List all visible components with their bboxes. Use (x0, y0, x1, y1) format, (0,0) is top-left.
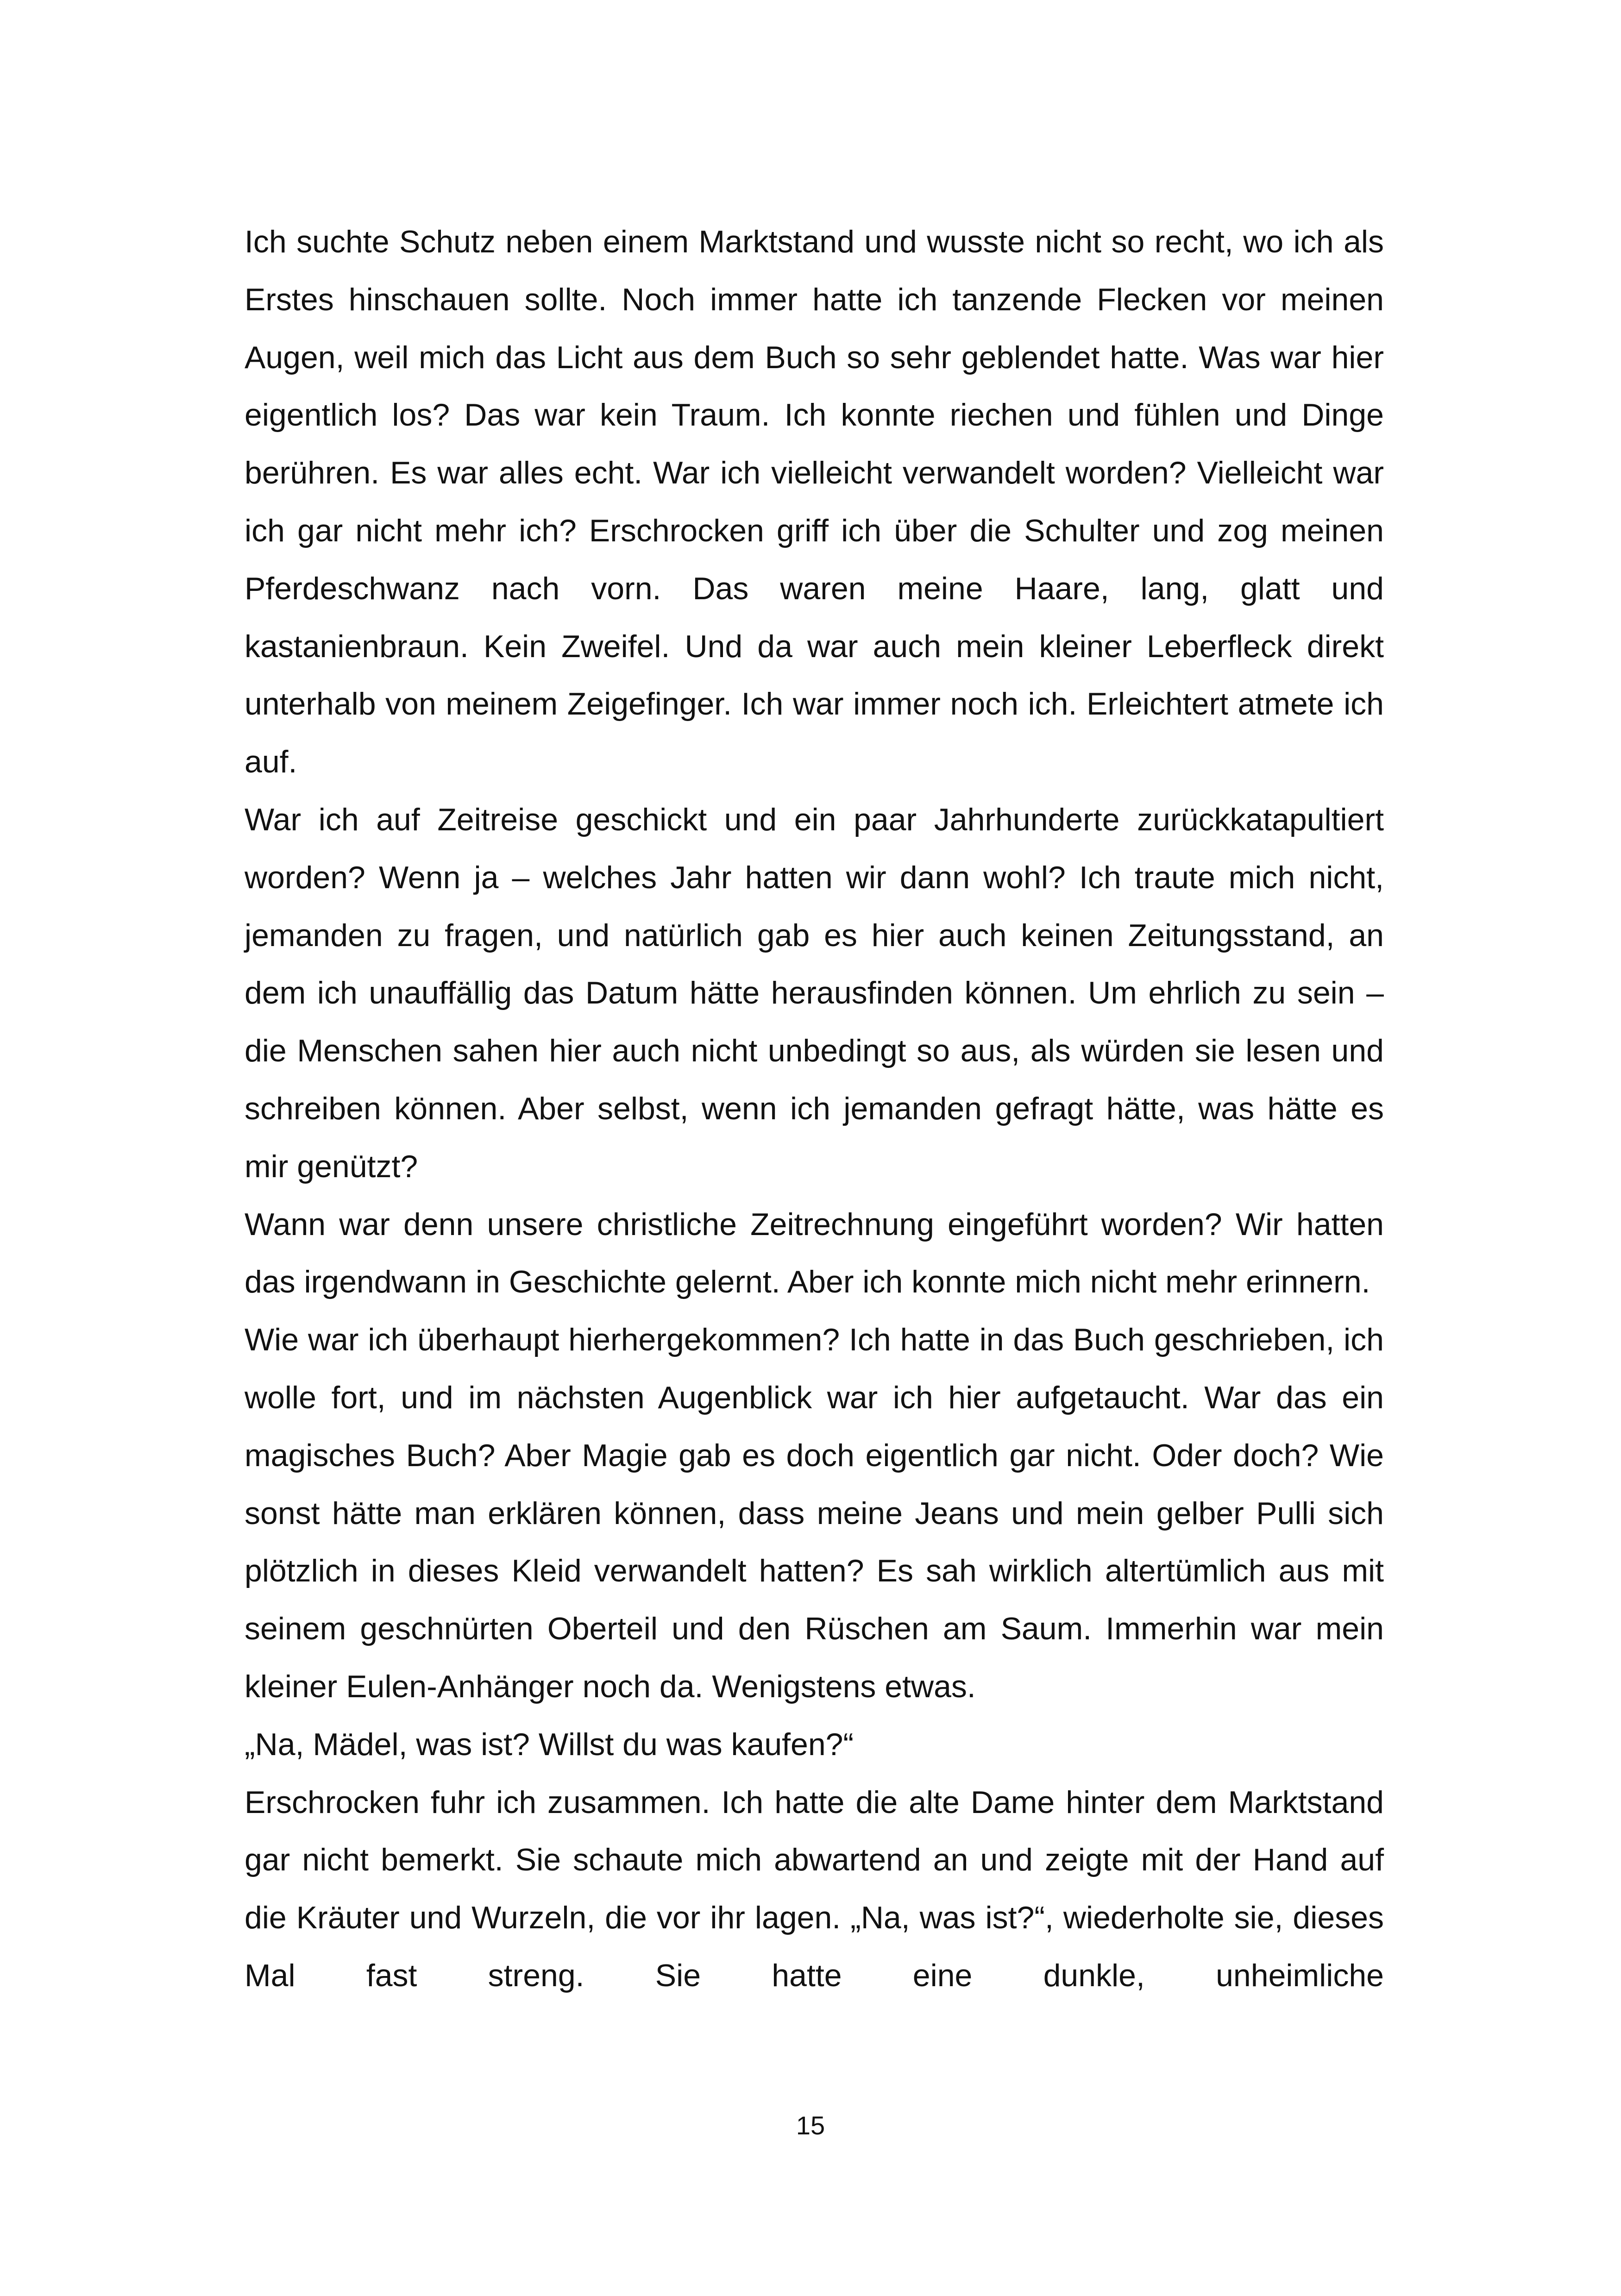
paragraph-4: Wie war ich überhaupt hierhergekommen? Ich hatte in das Buch geschrieben, ich wolle fort, und im nächsten Augenblick war ich hier aufgetaucht. War das ein magisches Buch? Aber Magie gab es doch eigentlich gar nicht. Oder doch? Wie sonst hätte man erklären können, dass meine Jeans und mein gelber Pulli sich plötzlich in dieses Kleid verwandelt hatten? Es sah wirklich altertümlich aus mit seinem geschnürten Oberteil und den Rüschen am Saum. Immerhin war mein kleiner Eulen-Anhänger noch da. Wenigstens etwas. (245, 1322, 1384, 1704)
paragraph-3: Wann war denn unsere christliche Zeitrechnung eingeführt worden? Wir hatten das irgendwann in Geschichte gelernt. Aber ich konnte mich nicht mehr erinnern. (245, 1206, 1384, 1300)
page-number: 15 (796, 2111, 825, 2140)
paragraph-6: Erschrocken fuhr ich zusammen. Ich hatte die alte Dame hinter dem Marktstand gar nicht bemerkt. Sie schaute mich abwartend an und zeigte mit der Hand auf die Kräuter und Wurzeln, die vor ihr lagen. „Na, was ist?“, wiederholte sie, dieses Mal fast streng. Sie hatte eine dunkle, unheimliche (245, 1784, 1384, 1993)
paragraph-5-dialogue: „Na, Mädel, was ist? Willst du was kaufen?“ (245, 1726, 854, 1762)
paragraph-2: War ich auf Zeitreise geschickt und ein paar Jahrhunderte zurückkatapultiert worden? Wenn ja – welches Jahr hatten wir dann wohl? Ich traute mich nicht, jemanden zu fragen, und natürlich gab es hier auch keinen Zeitungsstand, an dem ich unauffällig das Datum hätte herausfinden können. Um ehrlich zu sein – die Menschen sahen hier auch nicht unbedingt so aus, als würden sie lesen und schreiben können. Aber selbst, wenn ich jemanden gefragt hätte, was hätte es mir genützt? (245, 802, 1384, 1184)
body-text (245, 213, 1384, 2005)
paragraph-1: Ich suchte Schutz neben einem Marktstand und wusste nicht so recht, wo ich als Erstes hinschauen sollte. Noch immer hatte ich tanzende Flecken vor meinen Augen, weil mich das Licht aus dem Buch so sehr geblendet hatte. Was war hier eigentlich los? Das war kein Traum. Ich konnte riechen und fühlen und Dinge berühren. Es war alles echt. War ich vielleicht verwandelt worden? Vielleicht war ich gar nicht mehr ich? Erschrocken griff ich über die Schulter und zog meinen Pferdeschwanz nach vorn. Das waren meine Haare, lang, glatt und kastanienbraun. Kein Zweifel. Und da war auch mein kleiner Leberfleck direkt unterhalb von meinem Zeigefinger. Ich war immer noch ich. Erleichtert atmete ich auf. (245, 224, 1384, 780)
